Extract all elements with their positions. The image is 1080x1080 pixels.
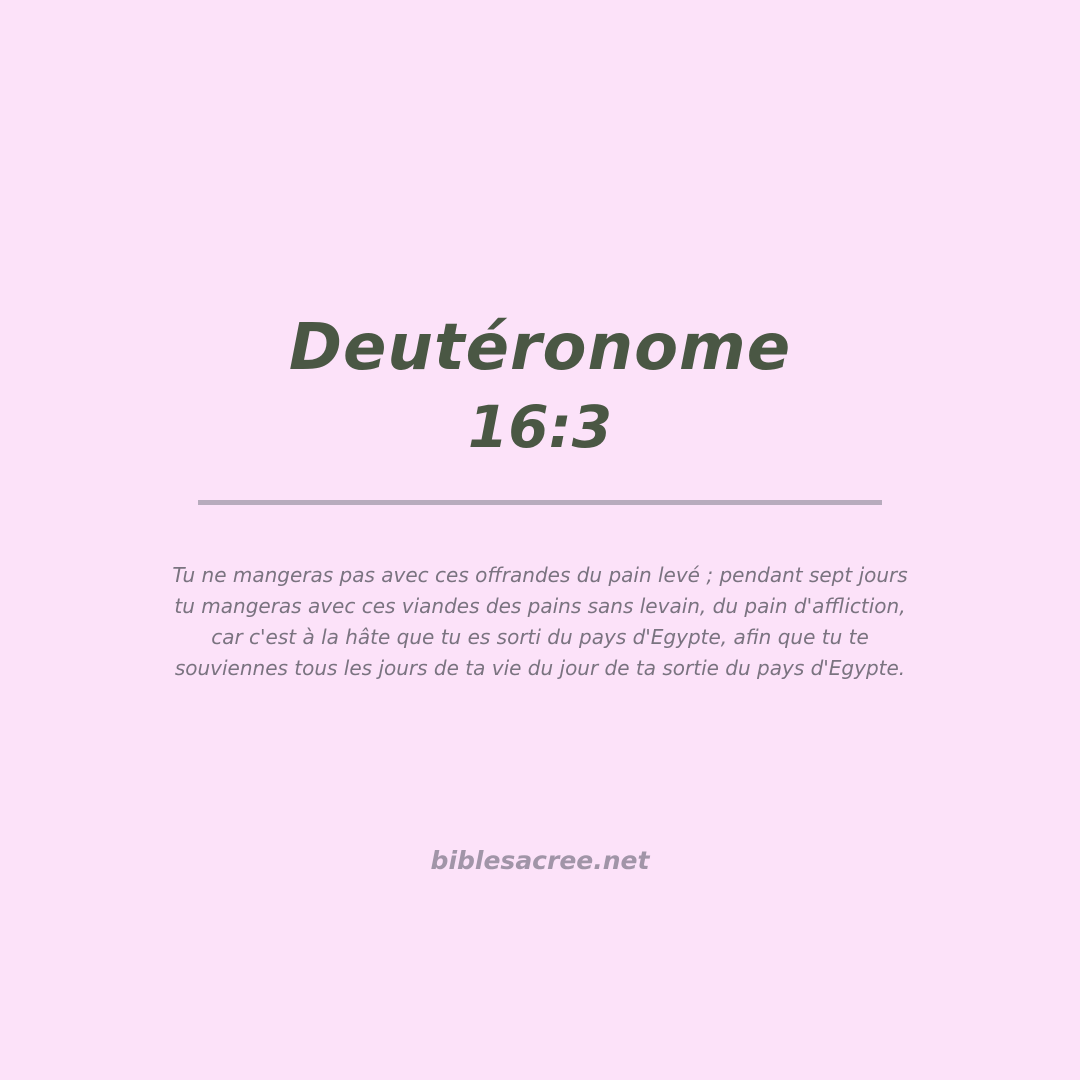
verse-text: [90, 560, 990, 684]
verse-line-3: car c'est à la hâte que tu es sorti du pays d'Egypte, afin que tu te: [211, 625, 869, 649]
verse-reference: 16:3: [467, 393, 613, 461]
verse-line-1: Tu ne mangeras pas avec ces offrandes du pain levé ; pendant sept jours: [172, 563, 908, 587]
site-name: biblesacree.net: [430, 846, 650, 875]
book-title: Deutéronome: [288, 311, 792, 385]
verse-line-2: tu mangeras avec ces viandes des pains sans levain, du pain d'affliction,: [174, 594, 906, 618]
divider-line: [198, 500, 882, 505]
verse-line-4: souviennes tous les jours de ta vie du jour de ta sortie du pays d'Egypte.: [174, 656, 906, 680]
